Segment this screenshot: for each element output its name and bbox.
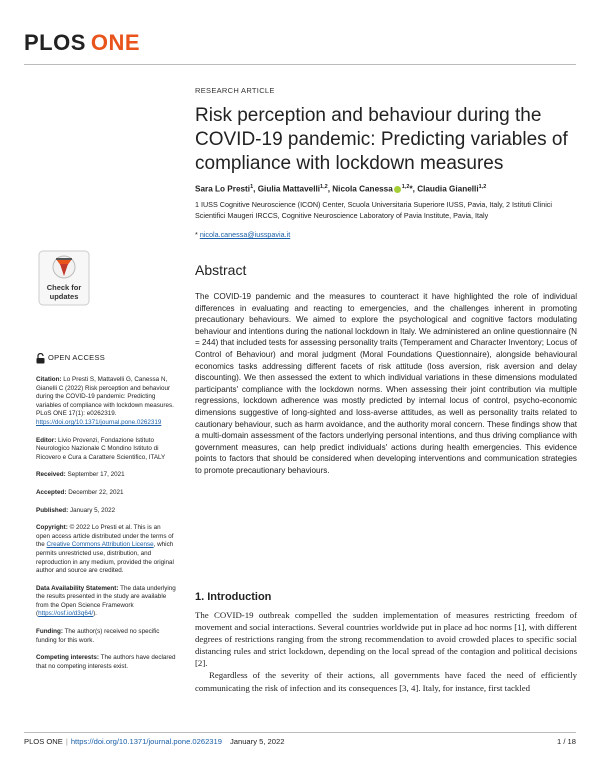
- journal-logo: [24, 30, 140, 56]
- accepted-date: December 22, 2021: [68, 488, 124, 496]
- copyright-text: © 2022 Lo Presti et al. This is an open access article distributed under the terms of the: [36, 524, 174, 549]
- received-date: September 17, 2021: [67, 471, 125, 479]
- funding-label: Funding:: [36, 628, 63, 636]
- footer-date: January 5, 2022: [229, 737, 285, 746]
- author-affil-sup: 1,2: [478, 184, 487, 190]
- license-link[interactable]: Creative Commons Attribution License: [46, 541, 154, 549]
- check-updates-icon: [38, 250, 90, 306]
- published-label: Published:: [36, 506, 69, 514]
- author-affil-sup: 1,2: [401, 184, 410, 190]
- data-availability-label: Data Availability Statement:: [36, 584, 119, 592]
- article-type: RESEARCH ARTICLE: [195, 86, 275, 95]
- author-list: Sara Lo Presti$^1$, Giulia Mattavelli$^{1,2}$, Nicola Canessa $^{1,2}$*, Claudia Gianelli$^{1,2}$: [195, 184, 487, 194]
- logo-one: ONE: [90, 30, 141, 55]
- intro-paragraph-2: Regardless of the severity of their actions, all governments have faced the need of efficiently communicating the risk of infection and its consequences [3, 4]. Italy, for instance, first tackled: [195, 670, 577, 693]
- footer-divider: [24, 732, 576, 733]
- intro-paragraph-1: The COVID-19 outbreak compelled the sudden implementation of measures restricting freedom of movement and social interactions. Several countries worldwide put in place ad hoc norms [1], with different degrees of restrictions ranging from the strong recommendation to avoid crowded places to specific social distancing rules and strict lockdown, depending on the local spread of the contagion and political decisions [2].: [195, 610, 577, 669]
- corresponding-email-link[interactable]: nicola.canessa@iusspavia.it: [199, 230, 291, 239]
- copyright-label: Copyright:: [36, 524, 68, 532]
- footer-doi-link[interactable]: https://doi.org/10.1371/journal.pone.0262319: [70, 737, 222, 746]
- citation-doi-link[interactable]: https://doi.org/10.1371/journal.pone.0262319: [36, 418, 162, 426]
- introduction-body: [195, 609, 577, 694]
- copyright-block: [36, 524, 176, 576]
- accepted-label: Accepted:: [36, 488, 67, 496]
- author-name[interactable]: Sara Lo Presti: [195, 184, 251, 194]
- editor-text: Livio Provenzi, Fondazione Istituto Neurologico Nazionale C Mondino Istituto di Ricovero e Cura a Carattere Scientifico, ITALY: [36, 436, 166, 461]
- introduction-heading: 1. Introduction: [195, 591, 272, 603]
- article-title: Risk perception and behaviour during the COVID-19 pandemic: Predicting variables of compliance with lockdown measures: [195, 105, 568, 174]
- author-affil-sup: 1,2: [320, 184, 328, 190]
- author-name[interactable]: Nicola Canessa: [332, 184, 393, 194]
- received-block: [36, 471, 176, 480]
- published-block: [36, 507, 176, 516]
- editor-block: [36, 437, 176, 463]
- open-lock-icon: [36, 353, 45, 364]
- footer-journal: PLOS ONE: [24, 737, 63, 746]
- funding-block: [36, 628, 176, 645]
- data-availability-end: ).: [93, 610, 97, 618]
- data-availability-text: The data underlying the results presented in the study are available from the Open Science Framework (: [36, 584, 176, 618]
- page-number: 1 / 18: [557, 737, 576, 746]
- header-divider: [24, 64, 576, 65]
- competing-interests-label: Competing interests:: [36, 654, 99, 662]
- competing-interests-block: [36, 654, 176, 671]
- badge-line2: updates: [49, 292, 79, 301]
- affiliations: 1 IUSS Cognitive Neuroscience (ICON) Center, Scuola Universitaria Superiore IUSS, Pavia, Italy, 2 Istituti Clinici Scientifici Maugeri IRCCS, Cognitive Neuroscience Laboratory of Pavia Institute, Pavia, Italy: [195, 200, 552, 220]
- article-metadata-sidebar: [36, 353, 176, 680]
- citation-label: Citation:: [36, 376, 62, 383]
- accepted-block: [36, 489, 176, 498]
- data-availability-block: [36, 585, 176, 619]
- open-access-text: OPEN ACCESS: [48, 353, 106, 363]
- badge-line1: Check for: [46, 283, 82, 292]
- citation-block: [36, 376, 176, 428]
- copyright-text-end: , which permits unrestricted use, distribution, and reproduction in any medium, provided the original author and source are credited.: [36, 541, 174, 575]
- check-for-updates-badge[interactable]: [38, 250, 90, 306]
- author-name[interactable]: Giulia Mattavelli: [257, 184, 321, 194]
- published-date: January 5, 2022: [69, 506, 116, 514]
- citation-text: Lo Presti S, Mattavelli G, Canessa N, Gianelli C (2022) Risk perception and behaviour during the COVID-19 pandemic: Predicting variables of compliance with lockdown measures. PLoS ONE 17(1): e0262319.: [36, 376, 174, 418]
- corresponding-mark: *: [195, 230, 198, 239]
- corresponding-author: [195, 230, 290, 239]
- osf-link[interactable]: https://osf.io/d3q64/: [38, 610, 94, 618]
- editor-label: Editor:: [36, 436, 57, 444]
- open-access-label: [36, 353, 176, 364]
- orcid-icon[interactable]: [394, 186, 401, 193]
- funding-text: The author(s) received no specific funding for this work.: [36, 628, 160, 644]
- abstract-heading: Abstract: [195, 262, 247, 278]
- page-footer: PLOS ONE | https://doi.org/10.1371/journal.pone.0262319 January 5, 2022 1 / 18: [24, 737, 576, 746]
- received-label: Received:: [36, 471, 66, 479]
- abstract-text: The COVID-19 pandemic and the measures to counteract it have highlighted the role of individual differences in evaluating and reacting to emergencies, and the challenges inherent in promoting precautionary behaviours. We aimed to explore the psychological and cognitive factors modulating behaviour and intentions during the national lockdown in Italy. We administered an online questionnaire (N = 244) that included tests for assessing personality traits (Temperament and Character Inventory; Locus of Control of Behaviour) and moral judgment (Moral Foundations Questionnaire), alongside behavioural economics tasks addressing different facets of risk attitude (loss aversion, risk aversion and delay discounting). We then assessed the extent to which individual variations in these dimensions modulated participants' compliance with the lockdown norms. When assessing their joint contribution via multiple regressions, lockdown adherence was mostly predicted by internal locus of control, psycho-economic dimensions suggestive of long-sighted and loss-averse attitudes, as well as personality traits related to cautionary behaviour, such as harm avoidance, and the authority moral concern. These findings show that a multi-domain assessment of the factors underlying personal intentions, and thus driving compliance with government measures, can help predict individuals' actions during health emergencies. This evidence points to factors that should be considered when developing interventions and communication strategies to promote precautionary behaviours.: [195, 292, 577, 475]
- competing-interests-text: The authors have declared that no competing interests exist.: [36, 654, 176, 670]
- author-affil-sup: 1: [250, 184, 254, 190]
- corresponding-mark: *: [409, 184, 413, 194]
- logo-plos: PLOS: [24, 30, 86, 55]
- author-name[interactable]: Claudia Gianelli: [417, 184, 479, 194]
